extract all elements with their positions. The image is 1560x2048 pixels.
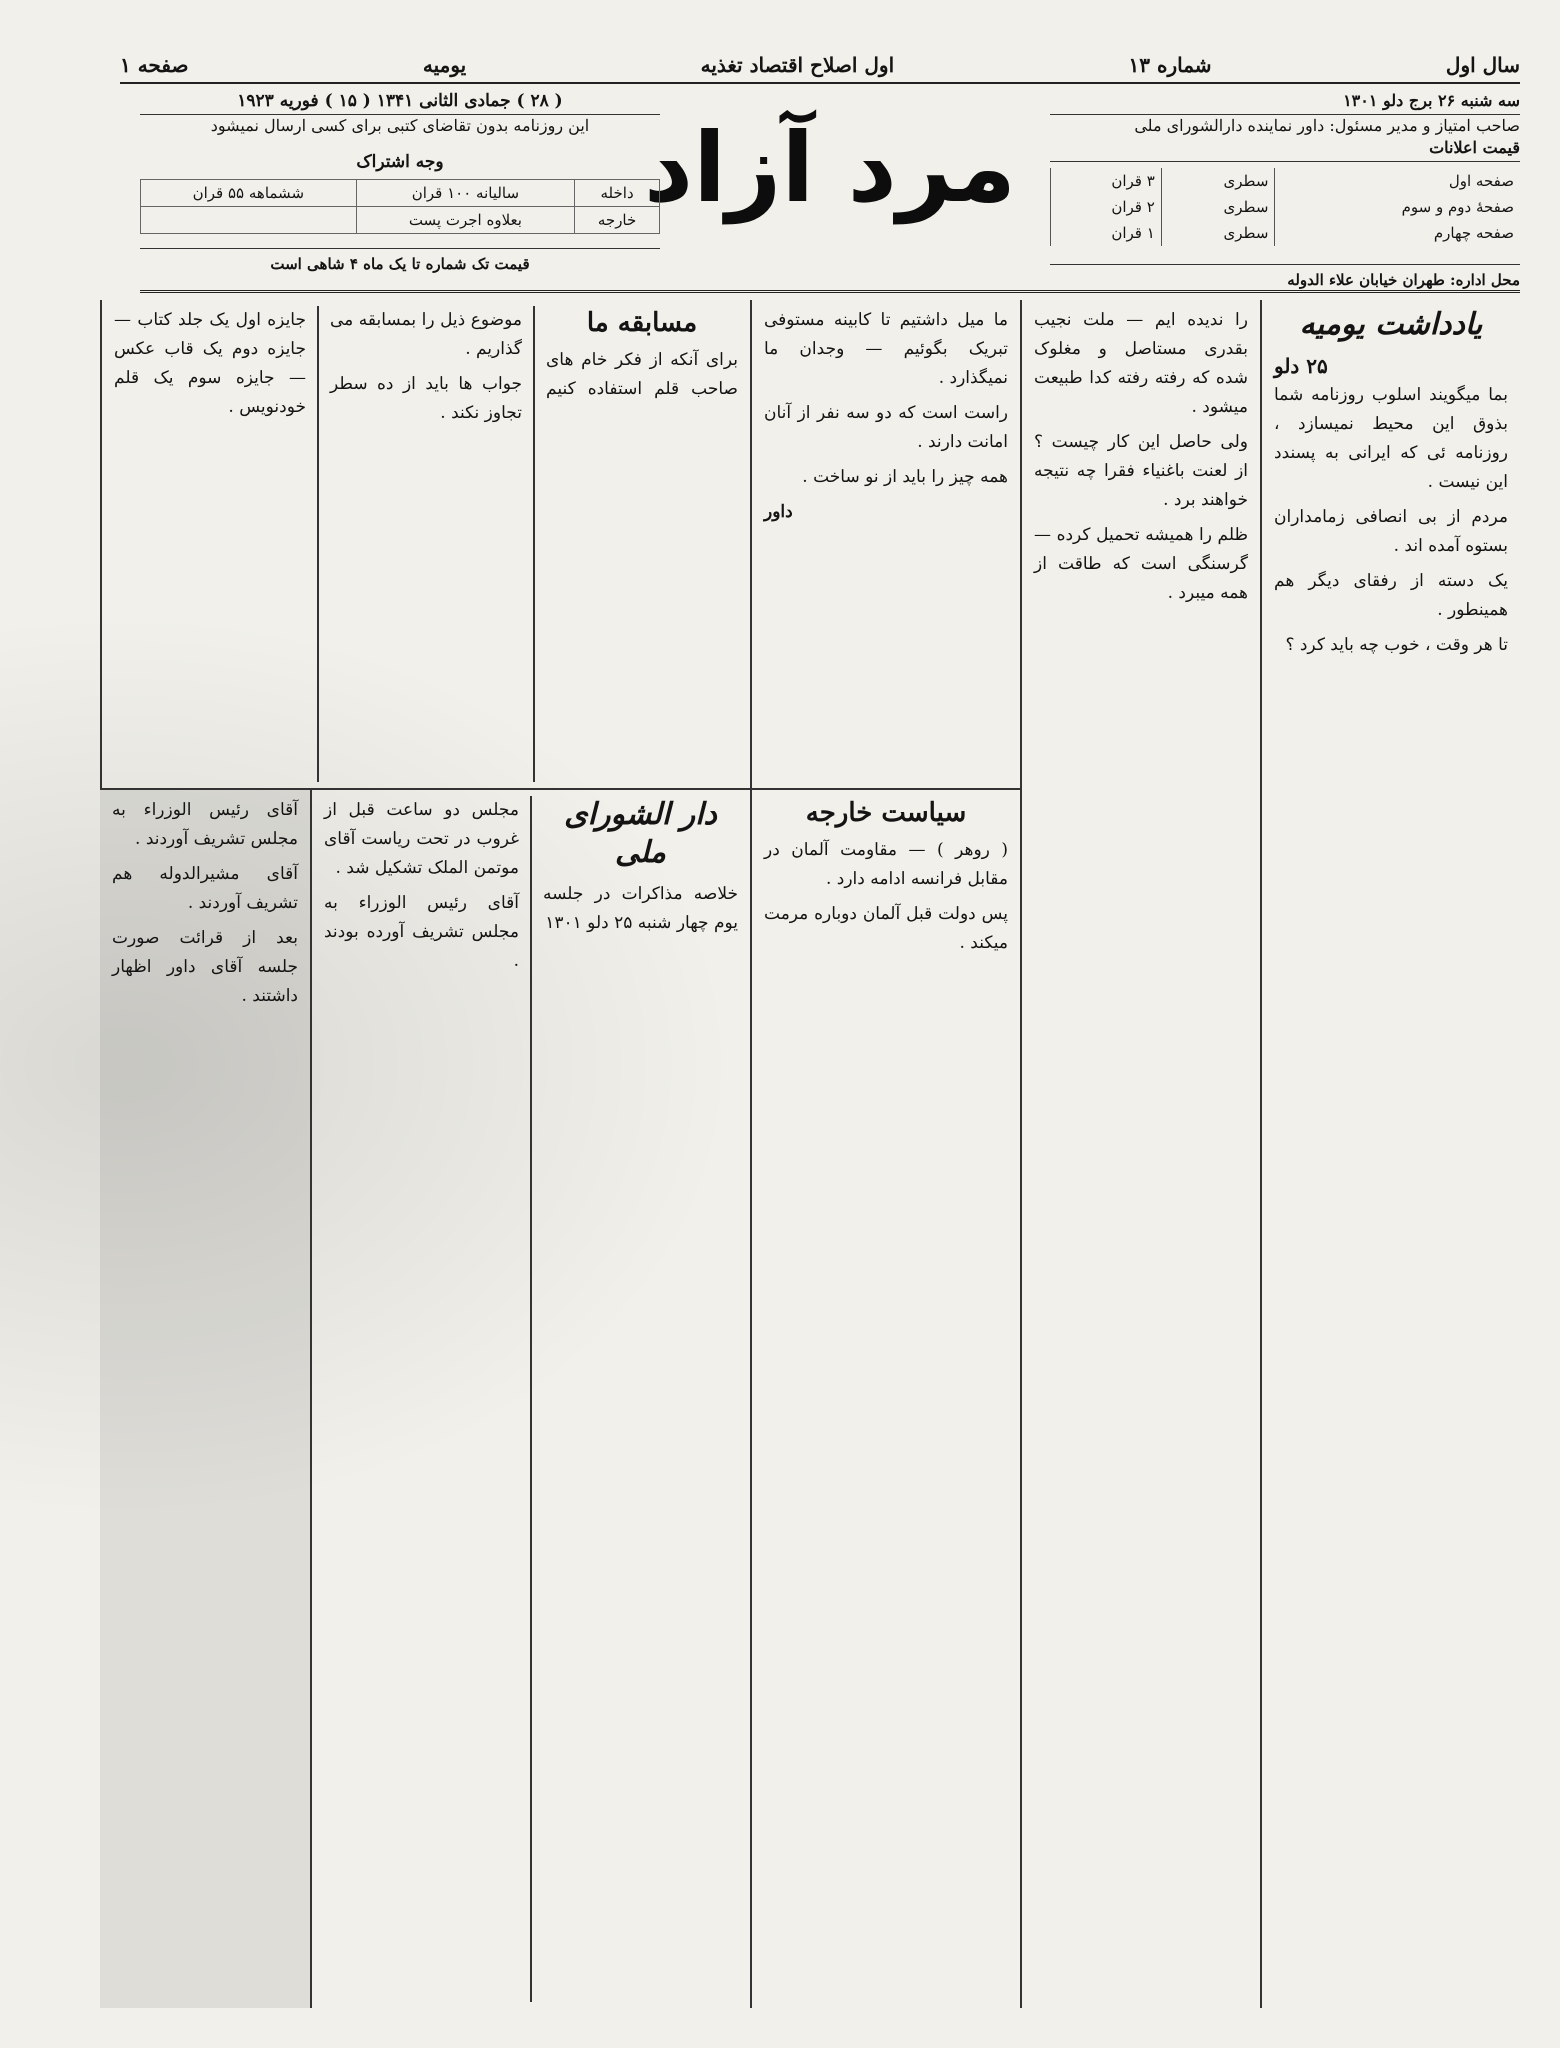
subscription-cell: خارجه: [575, 207, 660, 234]
rate-cell: صفحهٔ دوم و سوم: [1275, 194, 1520, 220]
subscription-cell: داخله: [575, 180, 660, 207]
delivery-notice: این روزنامه بدون تقاضای کتبی برای کسی ارسال نمیشود: [210, 116, 590, 135]
politics-title: سیاست خارجه: [805, 798, 967, 828]
office-location: محل اداره: طهران خیابان علاء الدوله: [1050, 264, 1520, 291]
subscription-cell: سالیانه ۱۰۰ قران: [356, 180, 575, 207]
motto: اول اصلاح اقتصاد تغذیه: [700, 53, 895, 77]
paragraph: آقای مشیرالدوله هم تشریف آوردند .: [112, 864, 298, 913]
subscription-cell: ششماهه ۵۵ قران: [141, 180, 357, 207]
column-essay: [1020, 300, 1260, 2008]
rate-row: [1051, 168, 1521, 194]
article-columns: [100, 300, 1520, 2008]
paragraph: همه چیز را باید از نو ساخت .: [802, 467, 1008, 487]
rate-row: [1051, 194, 1521, 220]
year-label: سال اول: [1445, 53, 1520, 77]
owner-line: صاحب امتیاز و مدیر مسئول: داور نماینده دارالشورای ملی: [1134, 116, 1520, 135]
paragraph: آقای رئیس الوزراء به مجلس تشریف آورده بودند .: [324, 893, 519, 971]
newspaper-logo: مرد آزاد: [643, 112, 1017, 224]
rate-cell: صفحه اول: [1275, 168, 1520, 194]
paragraph: مردم از بی انصافی زمامداران بستوه آمده اند .: [1274, 507, 1508, 556]
paragraph: تا هر وقت ، خوب چه باید کرد ؟: [1285, 635, 1508, 655]
date-hijri: ( ۲۸ ) جمادی الثانی ۱۳۴۱ ( ۱۵ ) فوریه ۱۹۲۳: [140, 90, 660, 115]
parliament-title: دار الشوراى ملى: [564, 797, 717, 870]
paragraph: یک دسته از رفقای دیگر هم همینطور .: [1274, 571, 1508, 620]
page-number: صفحه ۱: [120, 53, 189, 77]
column-contest: [100, 300, 750, 790]
masthead-right-info: [1050, 90, 1520, 289]
top-info-strip: [120, 48, 1520, 84]
subscription-table: [140, 179, 660, 234]
subscription-cell: بعلاوه اجرت پست: [356, 207, 575, 234]
column-left: [100, 790, 310, 2008]
rate-cell: سطری: [1161, 194, 1275, 220]
rate-cell: ۳ قران: [1051, 168, 1162, 194]
paragraph: ما میل داشتیم تا کابینه مستوفی تبریک بگوئیم — وجدان ما نمیگذارد .: [764, 310, 1008, 388]
rate-cell: ۲ قران: [1051, 194, 1162, 220]
paragraph: مجلس دو ساعت قبل از غروب در تحت ریاست آقای موتمن الملک تشکیل شد .: [324, 800, 519, 878]
rate-cell: سطری: [1161, 168, 1275, 194]
diary-title: یادداشت یومیه: [1299, 307, 1483, 342]
contest-title: مسابقه ما: [586, 308, 698, 338]
rates-title: قیمت اعلانات: [1050, 137, 1520, 162]
signature: داور: [764, 502, 793, 522]
masthead-left-info: [140, 90, 660, 280]
paragraph: بما میگویند اسلوب روزنامه شما بذوق این محیط نمیسازد ، روزنامه ئی که ایرانی به پسندد این نیست .: [1274, 385, 1508, 492]
masthead: [140, 90, 1520, 293]
column-minister: [750, 300, 1020, 790]
rate-cell: صفحه چهارم: [1275, 220, 1520, 246]
issue-label: شماره ۱۳: [1128, 53, 1212, 77]
paragraph: پس دولت قبل آلمان دوباره مرمت میکند .: [764, 904, 1008, 953]
paragraph: ( روهر ) — مقاومت آلمان در مقابل فرانسه ادامه دارد .: [764, 840, 1008, 889]
paragraph: جایزه اول یک جلد کتاب — جایزه دوم یک قاب عکس — جایزه سوم یک قلم خودنویس .: [114, 310, 306, 417]
subscription-cell: [141, 207, 357, 234]
ad-rates-table: [1050, 168, 1520, 246]
rate-cell: سطری: [1161, 220, 1275, 246]
date-persian: سه شنبه ۲۶ برج دلو ۱۳۰۱: [1050, 90, 1520, 115]
paragraph: را ندیده ایم — ملت نجیب بقدری مستاصل و مغلوک شده که رفته رفته کدا طبیعت میشود .: [1034, 310, 1248, 417]
diary-date: ۲۵ دلو: [1274, 354, 1328, 378]
paragraph: برای آنکه از فکر خام های صاحب قلم استفاده کنیم موضوع ذیل را بمسابقه می گذاریم .: [330, 310, 738, 399]
paragraph: آقای رئیس الوزراء به مجلس تشریف آوردند .: [112, 800, 298, 849]
parliament-intro: خلاصه مذاکرات در جلسه یوم چهار شنبه ۲۵ دلو ۱۳۰۱: [543, 884, 738, 933]
paragraph: راست است که دو سه نفر از آنان امانت دارند .: [764, 403, 1008, 452]
column-politics: [750, 790, 1020, 2008]
paragraph: بعد از قرائت صورت جلسه آقای داور اظهار داشتند .: [112, 928, 298, 1006]
subscription-row: [141, 207, 660, 234]
paragraph: ظلم را همیشه تحمیل کرده — گرسنگی است که طاقت از همه میبرد .: [1034, 525, 1248, 603]
paragraph: جواب ها باید از ده سطر تجاوز نکند .: [330, 374, 522, 423]
column-parliament: [310, 790, 750, 2008]
subscription-row: [141, 180, 660, 207]
column-diary: [1260, 300, 1520, 2008]
rate-row: [1051, 220, 1521, 246]
subscription-title: وجه اشتراک: [356, 152, 444, 172]
frequency-label: یومیه: [422, 53, 467, 77]
single-issue-price: قیمت تک شماره تا یک ماه ۴ شاهی است: [140, 248, 660, 275]
contest-body: [114, 306, 738, 782]
paragraph: ولی حاصل این کار چیست ؟ از لعنت باغنیاء فقرا چه نتیجه خواهند برد .: [1034, 432, 1248, 510]
rate-cell: ۱ قران: [1051, 220, 1162, 246]
parliament-body: [324, 796, 738, 2002]
